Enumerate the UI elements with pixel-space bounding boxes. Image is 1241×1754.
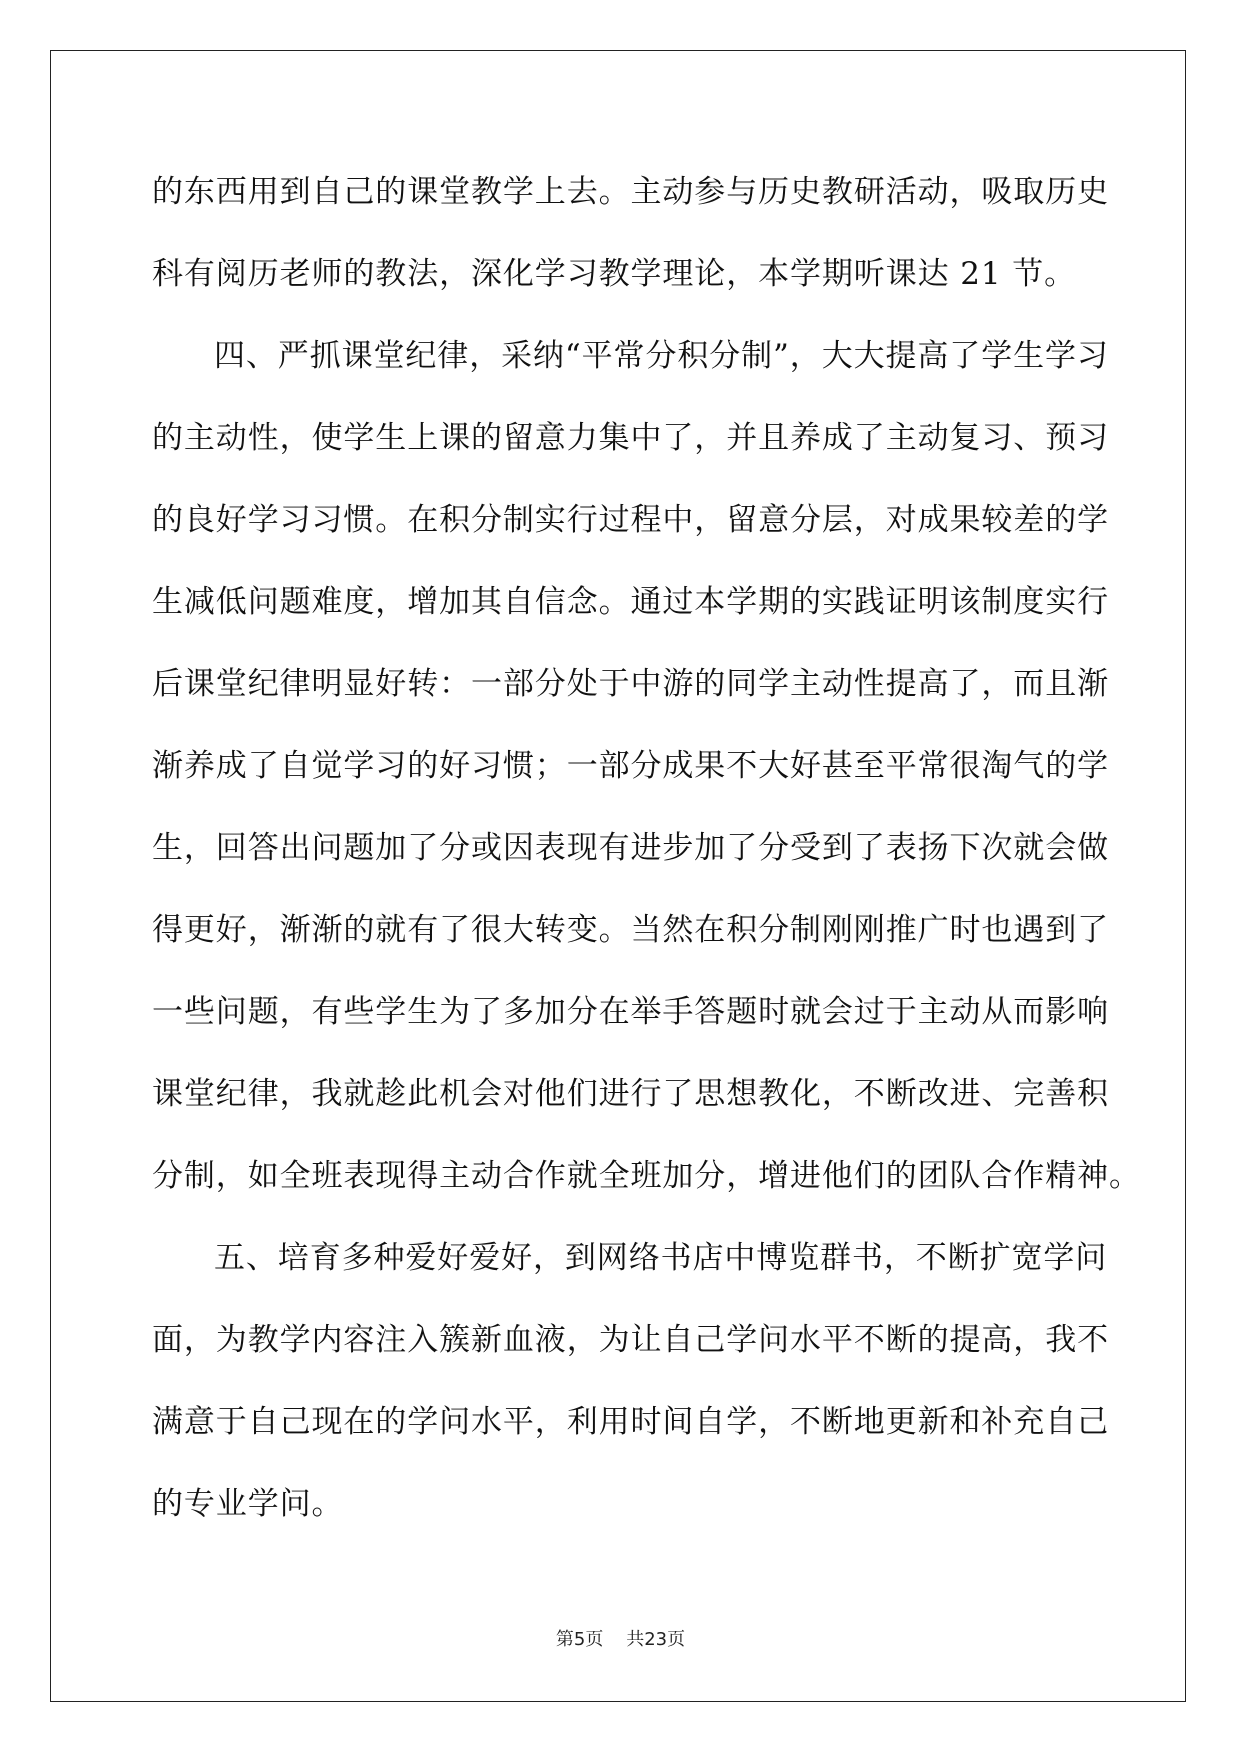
text-line: 的良好学习习惯。在积分制实行过程中，留意分层，对成果较差的学 <box>152 502 1109 538</box>
text-line: 渐养成了自觉学习的好习惯；一部分成果不大好甚至平常很淘气的学 <box>152 748 1109 784</box>
text-line: 面，为教学内容注入簇新血液，为让自己学问水平不断的提高，我不 <box>152 1322 1109 1358</box>
page-suffix: 页 <box>585 1629 604 1650</box>
total-prefix: 共 <box>626 1629 645 1650</box>
text-line: 的专业学问。 <box>152 1486 344 1522</box>
page-number: 5 <box>573 1629 586 1650</box>
paragraph-classroom-discipline <box>152 327 1141 1229</box>
text-line: 得更好，渐渐的就有了很大转变。当然在积分制刚刚推广时也遇到了 <box>152 912 1109 948</box>
page-footer <box>0 1628 1241 1652</box>
text-line: 满意于自己现在的学问水平，利用时间自学，不断地更新和补充自己 <box>152 1404 1109 1440</box>
text-line: 一些问题，有些学生为了多加分在举手答题时就会过于主动从而影响 <box>152 994 1109 1030</box>
text-line: 后课堂纪律明显好转：一部分处于中游的同学主动性提高了，而且渐 <box>152 666 1109 702</box>
document-body <box>152 163 1141 1557</box>
text-line: 五、培育多种爱好爱好，到网络书店中博览群书，不断扩宽学问 <box>214 1240 1108 1276</box>
total-suffix: 页 <box>667 1629 686 1650</box>
text-line: 四、严抓课堂纪律，采纳“平常分积分制”，大大提高了学生学习 <box>214 338 1109 374</box>
text-line: 科有阅历老师的教法，深化学习教学理论，本学期听课达 21 节。 <box>152 256 1077 292</box>
paragraph-self-study <box>152 1229 1109 1557</box>
text-line: 的东西用到自己的课堂教学上去。主动参与历史教研活动，吸取历史 <box>152 174 1109 210</box>
paragraph-continued <box>152 163 1109 327</box>
total-pages: 23 <box>644 1629 668 1650</box>
text-line: 课堂纪律，我就趁此机会对他们进行了思想教化，不断改进、完善积 <box>152 1076 1109 1112</box>
page-prefix: 第 <box>555 1629 574 1650</box>
text-line: 生，回答出问题加了分或因表现有进步加了分受到了表扬下次就会做 <box>152 830 1109 866</box>
text-line: 的主动性，使学生上课的留意力集中了，并且养成了主动复习、预习 <box>152 420 1109 456</box>
text-line: 生减低问题难度，增加其自信念。通过本学期的实践证明该制度实行 <box>152 584 1109 620</box>
text-line: 分制，如全班表现得主动合作就全班加分，增进他们的团队合作精神。 <box>152 1158 1141 1194</box>
